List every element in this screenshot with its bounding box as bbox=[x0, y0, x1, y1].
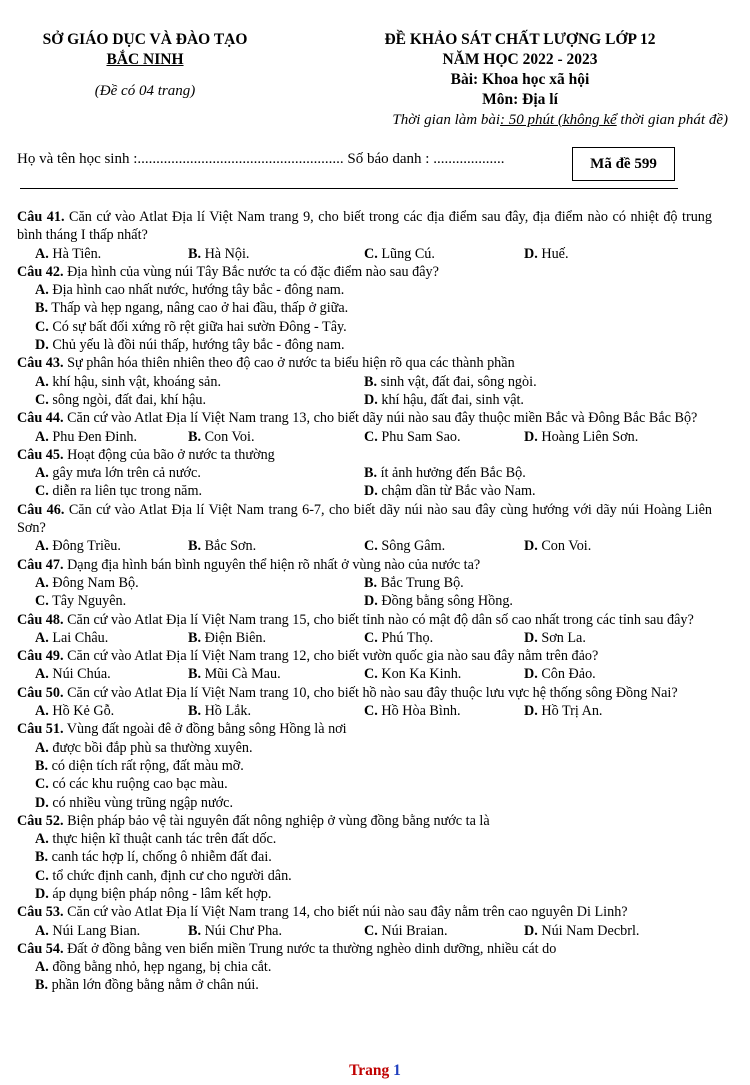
option-text: Lai Châu. bbox=[48, 629, 109, 646]
option-row bbox=[17, 464, 712, 482]
question-number: Câu 46. bbox=[17, 501, 65, 518]
answer-option bbox=[35, 740, 253, 756]
option-letter: D. bbox=[364, 391, 378, 408]
answer-option bbox=[524, 245, 569, 263]
option-letter: A. bbox=[35, 831, 49, 848]
answer-option bbox=[364, 391, 524, 409]
school-year: NĂM HỌC 2022 - 2023 bbox=[442, 51, 598, 68]
question-stem bbox=[17, 647, 712, 665]
option-letter: C. bbox=[35, 391, 49, 408]
option-letter: D. bbox=[35, 337, 49, 354]
question-text: Sự phân hóa thiên nhiên theo độ cao ở nước ta biểu hiện rõ qua các thành phần bbox=[63, 355, 515, 372]
answer-option bbox=[188, 702, 251, 720]
option-letter: D. bbox=[364, 483, 378, 500]
answer-option bbox=[35, 574, 139, 592]
answer-option bbox=[35, 831, 276, 847]
question-number: Câu 51. bbox=[17, 721, 64, 738]
section-name: Bài: Khoa học xã hội bbox=[450, 71, 590, 88]
option-letter: A. bbox=[35, 629, 49, 646]
answer-option bbox=[188, 629, 266, 647]
exam-code-box: Mã đề 599 bbox=[572, 147, 675, 181]
question bbox=[17, 501, 712, 556]
option-letter: D. bbox=[524, 538, 538, 555]
option-text: Hoàng Liên Sơn. bbox=[537, 428, 639, 445]
option-letter: D. bbox=[524, 629, 538, 646]
option-text: Hà Tiên. bbox=[48, 245, 102, 262]
question bbox=[17, 903, 712, 940]
option-text: Bắc Sơn. bbox=[201, 538, 257, 555]
answer-option bbox=[364, 574, 464, 592]
question-text: Căn cứ vào Atlat Địa lí Việt Nam trang 9, cho biết trong các địa điểm sau đây, địa điểm nào có nhiệt độ trung bình tháng I thấp nhất? bbox=[17, 209, 712, 244]
answer-option bbox=[35, 391, 206, 409]
question bbox=[17, 354, 712, 409]
question-stem bbox=[17, 720, 712, 738]
option-letter: C. bbox=[35, 593, 49, 610]
option-letter: C. bbox=[364, 245, 378, 262]
option-text: Mũi Cà Mau. bbox=[201, 666, 281, 683]
option-text: có nhiều vùng trũng ngập nước. bbox=[48, 794, 234, 811]
question-stem bbox=[17, 940, 712, 958]
question-stem bbox=[17, 611, 712, 629]
question-stem bbox=[17, 409, 712, 427]
answer-option bbox=[35, 464, 201, 482]
option-text: canh tác hợp lí, chống ô nhiễm đất đai. bbox=[48, 849, 272, 866]
option-row bbox=[17, 885, 712, 903]
answer-option bbox=[188, 922, 282, 940]
option-text: phần lớn đồng bằng nằm ở chân núi. bbox=[48, 977, 259, 994]
option-letter: C. bbox=[364, 922, 378, 939]
question-stem bbox=[17, 501, 712, 538]
pages-note: (Đề có 04 trang) bbox=[94, 83, 196, 99]
option-letter: B. bbox=[188, 245, 202, 262]
answer-option bbox=[35, 319, 347, 335]
option-text: ít ảnh hưởng đến Bắc Bộ. bbox=[377, 465, 526, 482]
option-text: có diện tích rất rộng, đất màu mỡ. bbox=[48, 757, 244, 774]
option-row bbox=[17, 391, 712, 409]
option-text: Kon Ka Kinh. bbox=[377, 666, 462, 683]
question-text: Vùng đất ngoài đê ở đồng bằng sông Hồng là nơi bbox=[63, 721, 347, 738]
option-letter: B. bbox=[188, 538, 202, 555]
question-text: Căn cứ vào Atlat Địa lí Việt Nam trang 14, cho biết núi nào sau đây nằm trên cao nguyên Di Linh? bbox=[63, 904, 628, 921]
answer-option bbox=[35, 282, 344, 298]
option-text: Phu Sam Sao. bbox=[377, 428, 461, 445]
option-text: có các khu ruộng cao bạc màu. bbox=[48, 776, 228, 793]
answer-option bbox=[35, 959, 271, 975]
question-text: Hoạt động của bão ở nước ta thường bbox=[63, 446, 275, 463]
header-right bbox=[300, 30, 740, 130]
option-row bbox=[17, 318, 712, 336]
option-text: Có sự bất đối xứng rõ rệt giữa hai sườn Đông - Tây. bbox=[48, 318, 347, 335]
option-letter: C. bbox=[35, 867, 49, 884]
province-name: BẮC NINH bbox=[106, 51, 184, 68]
option-text: khí hậu, sinh vật, khoáng sản. bbox=[48, 373, 221, 390]
question bbox=[17, 446, 712, 501]
option-row bbox=[17, 757, 712, 775]
answer-option bbox=[35, 428, 137, 446]
option-letter: D. bbox=[524, 703, 538, 720]
question-stem bbox=[17, 812, 712, 830]
option-letter: A. bbox=[35, 282, 49, 299]
question-number: Câu 54. bbox=[17, 940, 64, 957]
option-letter: C. bbox=[364, 629, 378, 646]
option-letter: D. bbox=[524, 922, 538, 939]
answer-option bbox=[188, 245, 249, 263]
option-letter: B. bbox=[364, 574, 378, 591]
option-letter: B. bbox=[35, 300, 49, 317]
answer-option bbox=[35, 977, 259, 993]
option-letter: B. bbox=[35, 977, 49, 994]
option-row bbox=[17, 922, 712, 940]
question bbox=[17, 940, 712, 995]
option-text: Chủ yếu là đồi núi thấp, hướng tây bắc - đông nam. bbox=[48, 337, 345, 354]
option-letter: C. bbox=[35, 318, 49, 335]
option-row bbox=[17, 592, 712, 610]
answer-option bbox=[188, 537, 256, 555]
header-divider bbox=[20, 188, 678, 189]
answer-option bbox=[35, 337, 345, 353]
option-row bbox=[17, 867, 712, 885]
option-row bbox=[17, 482, 712, 500]
question-number: Câu 48. bbox=[17, 611, 64, 628]
option-row bbox=[17, 976, 712, 994]
question bbox=[17, 208, 712, 263]
option-text: chậm dần từ Bắc vào Nam. bbox=[377, 483, 536, 500]
option-text: Địa hình cao nhất nước, hướng tây bắc - đông nam. bbox=[48, 282, 345, 299]
option-letter: B. bbox=[188, 703, 202, 720]
question-number: Câu 50. bbox=[17, 684, 64, 701]
question bbox=[17, 720, 712, 811]
option-letter: D. bbox=[35, 794, 49, 811]
option-text: Núi Braian. bbox=[377, 922, 448, 939]
question-text: Căn cứ vào Atlat Địa lí Việt Nam trang 6-7, cho biết dãy núi nào sau đây cùng hướng với dãy núi Hoàng Liên Sơn? bbox=[17, 501, 712, 537]
question-number: Câu 52. bbox=[17, 812, 64, 829]
answer-option bbox=[524, 922, 639, 940]
option-row bbox=[17, 848, 712, 866]
question-list bbox=[17, 208, 712, 995]
option-text: Phu Đen Đinh. bbox=[48, 428, 138, 445]
answer-option bbox=[364, 922, 448, 940]
option-text: tổ chức định canh, định cư cho người dân. bbox=[48, 867, 292, 884]
answer-option bbox=[35, 758, 244, 774]
option-letter: D. bbox=[364, 593, 378, 610]
question-text: Đất ở đồng bằng ven biển miền Trung nước ta thường nghèo dinh dưỡng, nhiều cát do bbox=[63, 940, 557, 957]
option-letter: B. bbox=[364, 465, 378, 482]
answer-option bbox=[364, 629, 433, 647]
answer-option bbox=[524, 665, 596, 683]
option-row bbox=[17, 537, 712, 555]
question-text: Căn cứ vào Atlat Địa lí Việt Nam trang 10, cho biết hồ nào sau đây thuộc lưu vực hệ thống sông Đồng Nai? bbox=[63, 684, 678, 701]
option-row bbox=[17, 281, 712, 299]
option-row bbox=[17, 702, 712, 720]
option-text: Điện Biên. bbox=[201, 629, 267, 646]
option-row bbox=[17, 428, 712, 446]
option-text: Hồ Kẻ Gỗ. bbox=[48, 703, 115, 720]
option-row bbox=[17, 794, 712, 812]
question-text: Căn cứ vào Atlat Địa lí Việt Nam trang 13, cho biết dãy núi nào sau đây thuộc miền Bắc và Đông Bắc Bắc Bộ? bbox=[63, 410, 698, 427]
option-text: Hồ Trị An. bbox=[537, 703, 603, 720]
option-letter: B. bbox=[35, 849, 49, 866]
answer-option bbox=[35, 886, 271, 902]
answer-option bbox=[364, 665, 461, 683]
option-letter: B. bbox=[35, 757, 49, 774]
question bbox=[17, 647, 712, 684]
option-text: Côn Đảo. bbox=[537, 666, 596, 683]
question-stem bbox=[17, 208, 712, 245]
option-letter: D. bbox=[524, 428, 538, 445]
answer-option bbox=[364, 428, 461, 446]
option-text: đồng bằng nhỏ, hẹp ngang, bị chia cắt. bbox=[48, 959, 272, 976]
option-letter: B. bbox=[188, 922, 202, 939]
answer-option bbox=[35, 592, 126, 610]
option-letter: A. bbox=[35, 373, 49, 390]
answer-option bbox=[35, 629, 108, 647]
option-text: Hà Nội. bbox=[201, 245, 250, 262]
question-stem bbox=[17, 354, 712, 372]
option-letter: D. bbox=[35, 885, 49, 902]
answer-option bbox=[35, 665, 111, 683]
option-text: Tây Nguyên. bbox=[48, 593, 127, 610]
option-letter: A. bbox=[35, 574, 49, 591]
option-text: Thấp và hẹp ngang, nâng cao ở hai đầu, thấp ở giữa. bbox=[48, 300, 349, 317]
option-row bbox=[17, 574, 712, 592]
answer-option bbox=[364, 245, 435, 263]
option-row bbox=[17, 245, 712, 263]
option-letter: A. bbox=[35, 739, 49, 756]
option-text: Núi Nam Decbrl. bbox=[537, 922, 640, 939]
question-stem bbox=[17, 446, 712, 464]
question bbox=[17, 263, 712, 354]
answer-option bbox=[364, 592, 513, 610]
question bbox=[17, 684, 712, 721]
question-number: Câu 49. bbox=[17, 648, 64, 665]
student-info-line: Họ và tên học sinh :....................................................... Số báo danh : ................... bbox=[17, 151, 505, 167]
answer-option bbox=[364, 482, 536, 500]
option-letter: C. bbox=[364, 703, 378, 720]
question bbox=[17, 611, 712, 648]
option-row bbox=[17, 373, 712, 391]
option-text: Đồng bằng sông Hồng. bbox=[377, 593, 513, 610]
option-letter: B. bbox=[188, 629, 202, 646]
option-letter: D. bbox=[524, 666, 538, 683]
answer-option bbox=[35, 868, 292, 884]
option-row bbox=[17, 775, 712, 793]
question-stem bbox=[17, 556, 712, 574]
question-number: Câu 42. bbox=[17, 263, 64, 280]
option-text: Núi Chúa. bbox=[48, 666, 111, 683]
exam-title: ĐỀ KHẢO SÁT CHẤT LƯỢNG LỚP 12 bbox=[384, 31, 656, 48]
option-row bbox=[17, 629, 712, 647]
question-text: Căn cứ vào Atlat Địa lí Việt Nam trang 15, cho biết tỉnh nào có mật độ dân số cao nhất trong các tỉnh sau đây? bbox=[63, 611, 694, 628]
question-text: Dạng địa hình bán bình nguyên thể hiện rõ nhất ở vùng nào của nước ta? bbox=[63, 556, 481, 573]
department-name: SỞ GIÁO DỤC VÀ ĐÀO TẠO bbox=[42, 31, 248, 48]
option-text: Sơn La. bbox=[537, 629, 586, 646]
option-row bbox=[17, 299, 712, 317]
option-letter: C. bbox=[35, 776, 49, 793]
option-text: Núi Chư Pha. bbox=[201, 922, 283, 939]
question-stem bbox=[17, 903, 712, 921]
answer-option bbox=[364, 537, 445, 555]
answer-option bbox=[35, 245, 101, 263]
option-text: khí hậu, đất đai, sinh vật. bbox=[377, 391, 524, 408]
option-text: sinh vật, đất đai, sông ngòi. bbox=[377, 373, 537, 390]
option-text: Đông Triều. bbox=[48, 538, 121, 555]
answer-option bbox=[364, 702, 461, 720]
option-text: Sông Gâm. bbox=[377, 538, 446, 555]
option-text: Hồ Lắk. bbox=[201, 703, 252, 720]
answer-option bbox=[524, 428, 638, 446]
answer-option bbox=[524, 537, 591, 555]
question-number: Câu 41. bbox=[17, 209, 65, 225]
option-text: Phú Thọ. bbox=[377, 629, 434, 646]
option-text: Núi Lang Bian. bbox=[48, 922, 141, 939]
option-letter: A. bbox=[35, 959, 49, 976]
answer-option bbox=[188, 665, 281, 683]
option-text: Con Voi. bbox=[201, 428, 255, 445]
answer-option bbox=[35, 776, 228, 792]
option-letter: A. bbox=[35, 465, 49, 482]
option-text: được bồi đắp phù sa thường xuyên. bbox=[48, 739, 253, 756]
answer-option bbox=[35, 849, 272, 865]
question-number: Câu 43. bbox=[17, 355, 64, 372]
option-row bbox=[17, 739, 712, 757]
answer-option bbox=[35, 795, 233, 811]
question-text: Biện pháp bảo vệ tài nguyên đất nông nghiệp ở vùng đồng bằng nước ta là bbox=[63, 812, 490, 829]
question-text: Căn cứ vào Atlat Địa lí Việt Nam trang 12, cho biết vườn quốc gia nào sau đây nằm trên đảo? bbox=[63, 648, 599, 665]
option-text: Hồ Hòa Bình. bbox=[377, 703, 461, 720]
option-text: thực hiện kĩ thuật canh tác trên đất dốc. bbox=[48, 831, 277, 848]
option-text: Đông Nam Bộ. bbox=[48, 574, 139, 591]
option-letter: B. bbox=[364, 373, 378, 390]
option-text: Con Voi. bbox=[537, 538, 592, 555]
header-left bbox=[20, 30, 270, 100]
answer-option bbox=[524, 629, 586, 647]
question-text: Địa hình của vùng núi Tây Bắc nước ta có đặc điểm nào sau đây? bbox=[63, 263, 439, 280]
answer-option bbox=[35, 922, 140, 940]
page-footer: Trang 1 bbox=[349, 1062, 401, 1079]
option-row bbox=[17, 336, 712, 354]
option-text: diễn ra liên tục trong năm. bbox=[48, 483, 203, 500]
question-stem bbox=[17, 684, 712, 702]
option-text: Lũng Cú. bbox=[377, 245, 435, 262]
question-number: Câu 45. bbox=[17, 446, 64, 463]
question-number: Câu 53. bbox=[17, 904, 64, 921]
question bbox=[17, 556, 712, 611]
answer-option bbox=[188, 428, 255, 446]
option-row bbox=[17, 958, 712, 976]
option-letter: B. bbox=[188, 428, 202, 445]
answer-option bbox=[35, 537, 121, 555]
option-letter: B. bbox=[188, 666, 202, 683]
option-row bbox=[17, 830, 712, 848]
question bbox=[17, 812, 712, 903]
option-text: gây mưa lớn trên cả nước. bbox=[48, 465, 201, 482]
option-letter: C. bbox=[35, 483, 49, 500]
answer-option bbox=[364, 373, 537, 391]
answer-option bbox=[35, 482, 202, 500]
option-letter: C. bbox=[364, 538, 378, 555]
option-letter: A. bbox=[35, 538, 49, 555]
option-text: Huế. bbox=[537, 245, 569, 262]
question-stem bbox=[17, 263, 712, 281]
answer-option bbox=[364, 464, 526, 482]
answer-option bbox=[35, 702, 114, 720]
option-letter: A. bbox=[35, 703, 49, 720]
answer-option bbox=[35, 300, 348, 316]
option-letter: A. bbox=[35, 666, 49, 683]
option-text: áp dụng biện pháp nông - lâm kết hợp. bbox=[48, 885, 272, 902]
answer-option bbox=[35, 373, 221, 391]
option-letter: A. bbox=[35, 922, 49, 939]
time-limit: Thời gian làm bài: 50 phút (không kể thời gian phát đề) bbox=[392, 112, 728, 128]
option-letter: C. bbox=[364, 428, 378, 445]
option-text: Bắc Trung Bộ. bbox=[377, 574, 464, 591]
option-row bbox=[17, 665, 712, 683]
answer-option bbox=[524, 702, 602, 720]
option-letter: C. bbox=[364, 666, 378, 683]
question bbox=[17, 409, 712, 446]
option-letter: A. bbox=[35, 428, 49, 445]
question-number: Câu 47. bbox=[17, 556, 64, 573]
option-text: sông ngòi, đất đai, khí hậu. bbox=[48, 391, 207, 408]
option-letter: D. bbox=[524, 245, 538, 262]
question-number: Câu 44. bbox=[17, 410, 64, 427]
option-letter: A. bbox=[35, 245, 49, 262]
subject-name: Môn: Địa lí bbox=[482, 91, 558, 108]
